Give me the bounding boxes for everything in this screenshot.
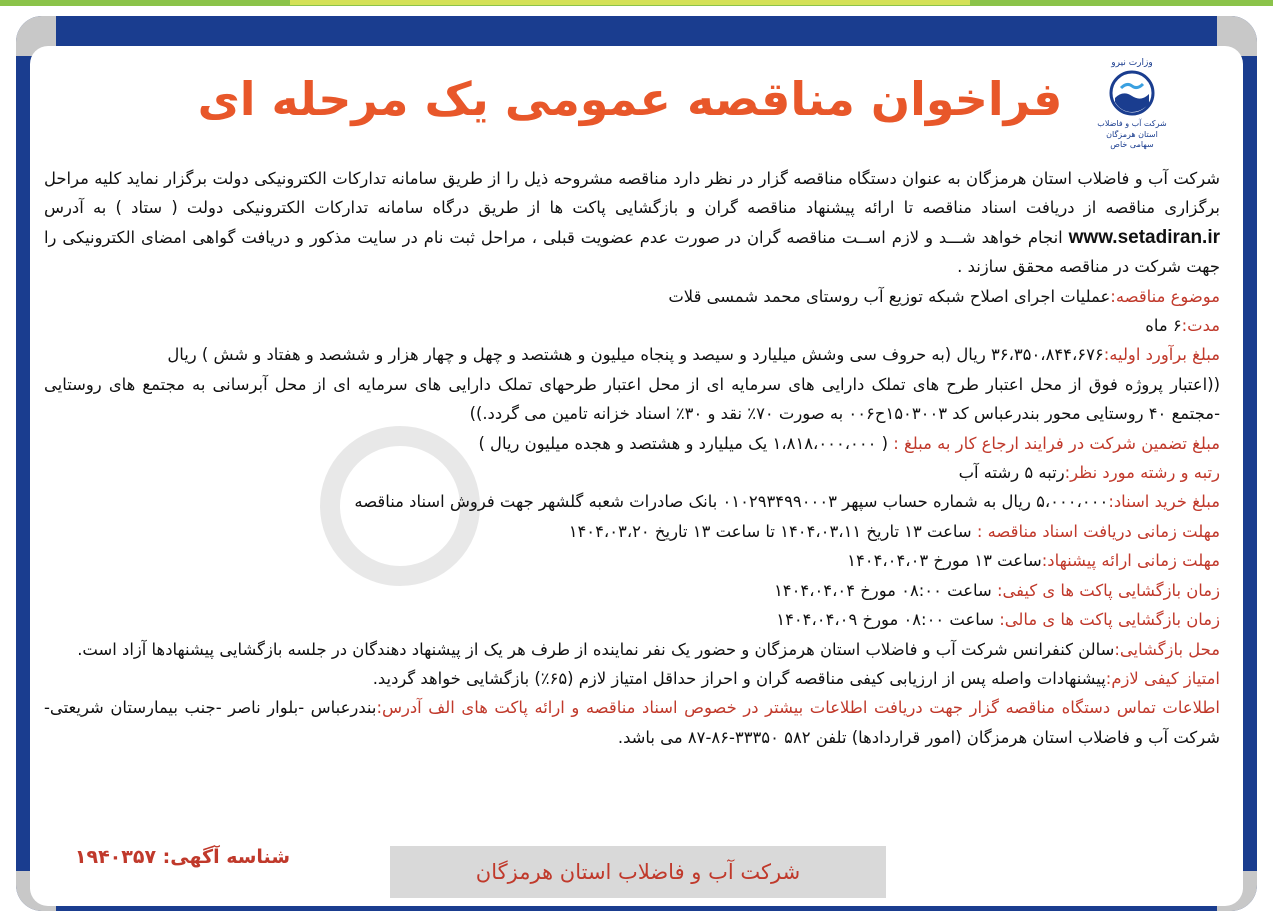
- quality-opening-row: [44, 576, 1220, 605]
- notice-paper: [30, 46, 1243, 906]
- duration-value: ۶ ماه: [1145, 316, 1182, 336]
- grade-value: رتبه ۵ رشته آب: [958, 463, 1065, 483]
- guarantee-value: ( ۱،۸۱۸،۰۰۰،۰۰۰ یک میلیارد و هشتصد و هجده میلیون ریال ): [478, 433, 889, 453]
- doc-price-label: مبلغ خرید اسناد:: [1108, 492, 1220, 512]
- logo-ministry: وزارت نیرو: [1111, 58, 1153, 68]
- estimate-value: ۳۶،۳۵۰،۸۴۴،۶۷۶ ریال (به حروف سی وشش میلیارد و سیصد و پنجاه میلیون و هشتصد و چهل و چهار هزار و ششصد و هفتاد و شش ) ریال: [167, 345, 1104, 365]
- intro-paragraph: [44, 164, 1220, 282]
- doc-deadline-label: مهلت زمانی دریافت اسناد مناقصه :: [976, 521, 1220, 541]
- website-link[interactable]: www.setadiran.ir: [1068, 226, 1220, 248]
- quality-opening-value: ساعت ۰۸:۰۰ مورخ ۱۴۰۴،۰۴،۰۴: [773, 580, 992, 600]
- venue-value: سالن کنفرانس شرکت آب و فاضلاب استان هرمزگان و حضور یک نفر نماینده از طرف هر یک از پیشنهاد دهندگان در جلسه بازگشایی پیشنهادها آزاد است.: [77, 639, 1115, 659]
- doc-deadline-value: ساعت ۱۳ تاریخ ۱۴۰۴،۰۳،۱۱ تا ساعت ۱۳ تاریخ ۱۴۰۴،۰۳،۲۰: [568, 521, 972, 541]
- grade-row: [44, 458, 1220, 487]
- financial-opening-row: [44, 605, 1220, 634]
- logo-company: شرکت آب و فاضلاب استان هرمزگان: [1097, 119, 1167, 139]
- contact-row: [44, 693, 1220, 752]
- grade-label: رتبه و رشته مورد نظر:: [1064, 463, 1220, 483]
- quality-score-row: [44, 664, 1220, 693]
- quality-opening-label: زمان بازگشایی پاکت ها ی کیفی:: [996, 580, 1220, 600]
- venue-label: محل بازگشایی:: [1114, 639, 1220, 659]
- bid-deadline-value: ساعت ۱۳ مورخ ۱۴۰۴،۰۴،۰۳: [847, 551, 1042, 571]
- doc-price-row: [44, 487, 1220, 516]
- guarantee-label: مبلغ تضمین شرکت در فرایند ارجاع کار به مبلغ :: [893, 433, 1220, 453]
- footer-company-box: [390, 846, 886, 898]
- estimate-note: ((اعتبار پروژه فوق از محل اعتبار طرح های تملک دارایی های سرمایه ای از محل اعتبار طرحهای تملک دارایی های سرمایه ای از محل آبرسانی به مجتمع های روستایی -مجتمع ۴۰ روستایی محور بندرعباس کد ۱۵۰۳۰۰۳ح۰۰۶ به صورت ۷۰٪ نقد و ۳۰٪ اسناد خزانه تامین می گردد.)): [44, 374, 1220, 424]
- company-logo: [1092, 58, 1172, 168]
- intro-text: شرکت آب و فاضلاب استان هرمزگان به عنوان دستگاه مناقصه گزار در نظر دارد مناقصه مشروحه ذیل را از طریق سامانه تدارکات الکترونیکی دولت برگزار نماید کلیه مراحل برگزاری مناقصه از دریافت اسناد مناقصه تا ارائه پیشنهاد مناقصه گران و بازگشایی پاکت ها از طریق درگاه سامانه تدارکات الکترونیکی دولت ( ستاد ) به آدرس: [44, 169, 1220, 218]
- doc-price-value: ۵،۰۰۰،۰۰۰ ریال به شماره حساب سپهر ۰۱۰۲۹۳۴۹۹۰۰۰۳ بانک صادرات شعبه گلشهر جهت فروش اسناد مناقصه: [354, 492, 1109, 512]
- top-strip-highlight: [290, 0, 970, 5]
- subject-value: عملیات اجرای اصلاح شبکه توزیع آب روستای محمد شمسی قلات: [668, 286, 1111, 306]
- financial-opening-label: زمان بازگشایی پاکت ها ی مالی:: [999, 610, 1220, 630]
- top-strip: [0, 0, 1273, 6]
- financial-opening-value: ساعت ۰۸:۰۰ مورخ ۱۴۰۴،۰۴،۰۹: [776, 610, 995, 630]
- contact-value: بندرعباس -بلوار ناصر -جنب بیمارستان شریعتی- شرکت آب و فاضلاب استان هرمزگان (امور قراردادها) تلفن ۵۸۲ ۳۳۳۵۰-۸۶-۸۷ می باشد.: [44, 698, 1220, 747]
- venue-row: [44, 635, 1220, 664]
- doc-deadline-row: [44, 517, 1220, 546]
- intro-text-continued: انجام خواهد شـــد و لازم اســت مناقصه گران در صورت عدم عضویت قبلی ، مراحل ثبت نام در سایت مذکور و دریافت گواهی امضای الکترونیکی را جهت شرکت در مناقصه محقق سازند .: [44, 227, 1220, 277]
- bid-deadline-row: [44, 546, 1220, 575]
- duration-row: [44, 311, 1220, 340]
- subject-row: [44, 282, 1220, 311]
- notice-title: فراخوان مناقصه عمومی یک مرحله ای: [197, 72, 1063, 126]
- quality-score-label: امتیاز کیفی لازم:: [1105, 668, 1220, 688]
- subject-label: موضوع مناقصه:: [1110, 286, 1220, 306]
- water-drop-logo-icon: [1109, 70, 1155, 116]
- estimate-label: مبلغ برآورد اولیه:: [1103, 345, 1220, 365]
- guarantee-row: [44, 429, 1220, 458]
- duration-label: مدت:: [1181, 316, 1220, 336]
- notice-body: [44, 164, 1220, 752]
- estimate-row: [44, 340, 1220, 369]
- logo-subtitle: سهامی خاص: [1110, 140, 1154, 149]
- contact-label: اطلاعات تماس دستگاه مناقصه گزار جهت دریافت اطلاعات بیشتر در خصوص اسناد مناقصه و ارائه پاکت های الف آدرس:: [376, 698, 1220, 718]
- quality-score-value: پیشنهادات واصله پس از ارزیابی کیفی مناقصه گران و احراز حداقل امتیاز لازم (۶۵٪) بازگشایی خواهد گردید.: [372, 668, 1106, 688]
- bid-deadline-label: مهلت زمانی ارائه پیشنهاد:: [1041, 551, 1220, 571]
- footer-company: شرکت آب و فاضلاب استان هرمزگان: [475, 860, 801, 884]
- ad-id: شناسه آگهی: ۱۹۴۰۳۵۷: [74, 846, 290, 868]
